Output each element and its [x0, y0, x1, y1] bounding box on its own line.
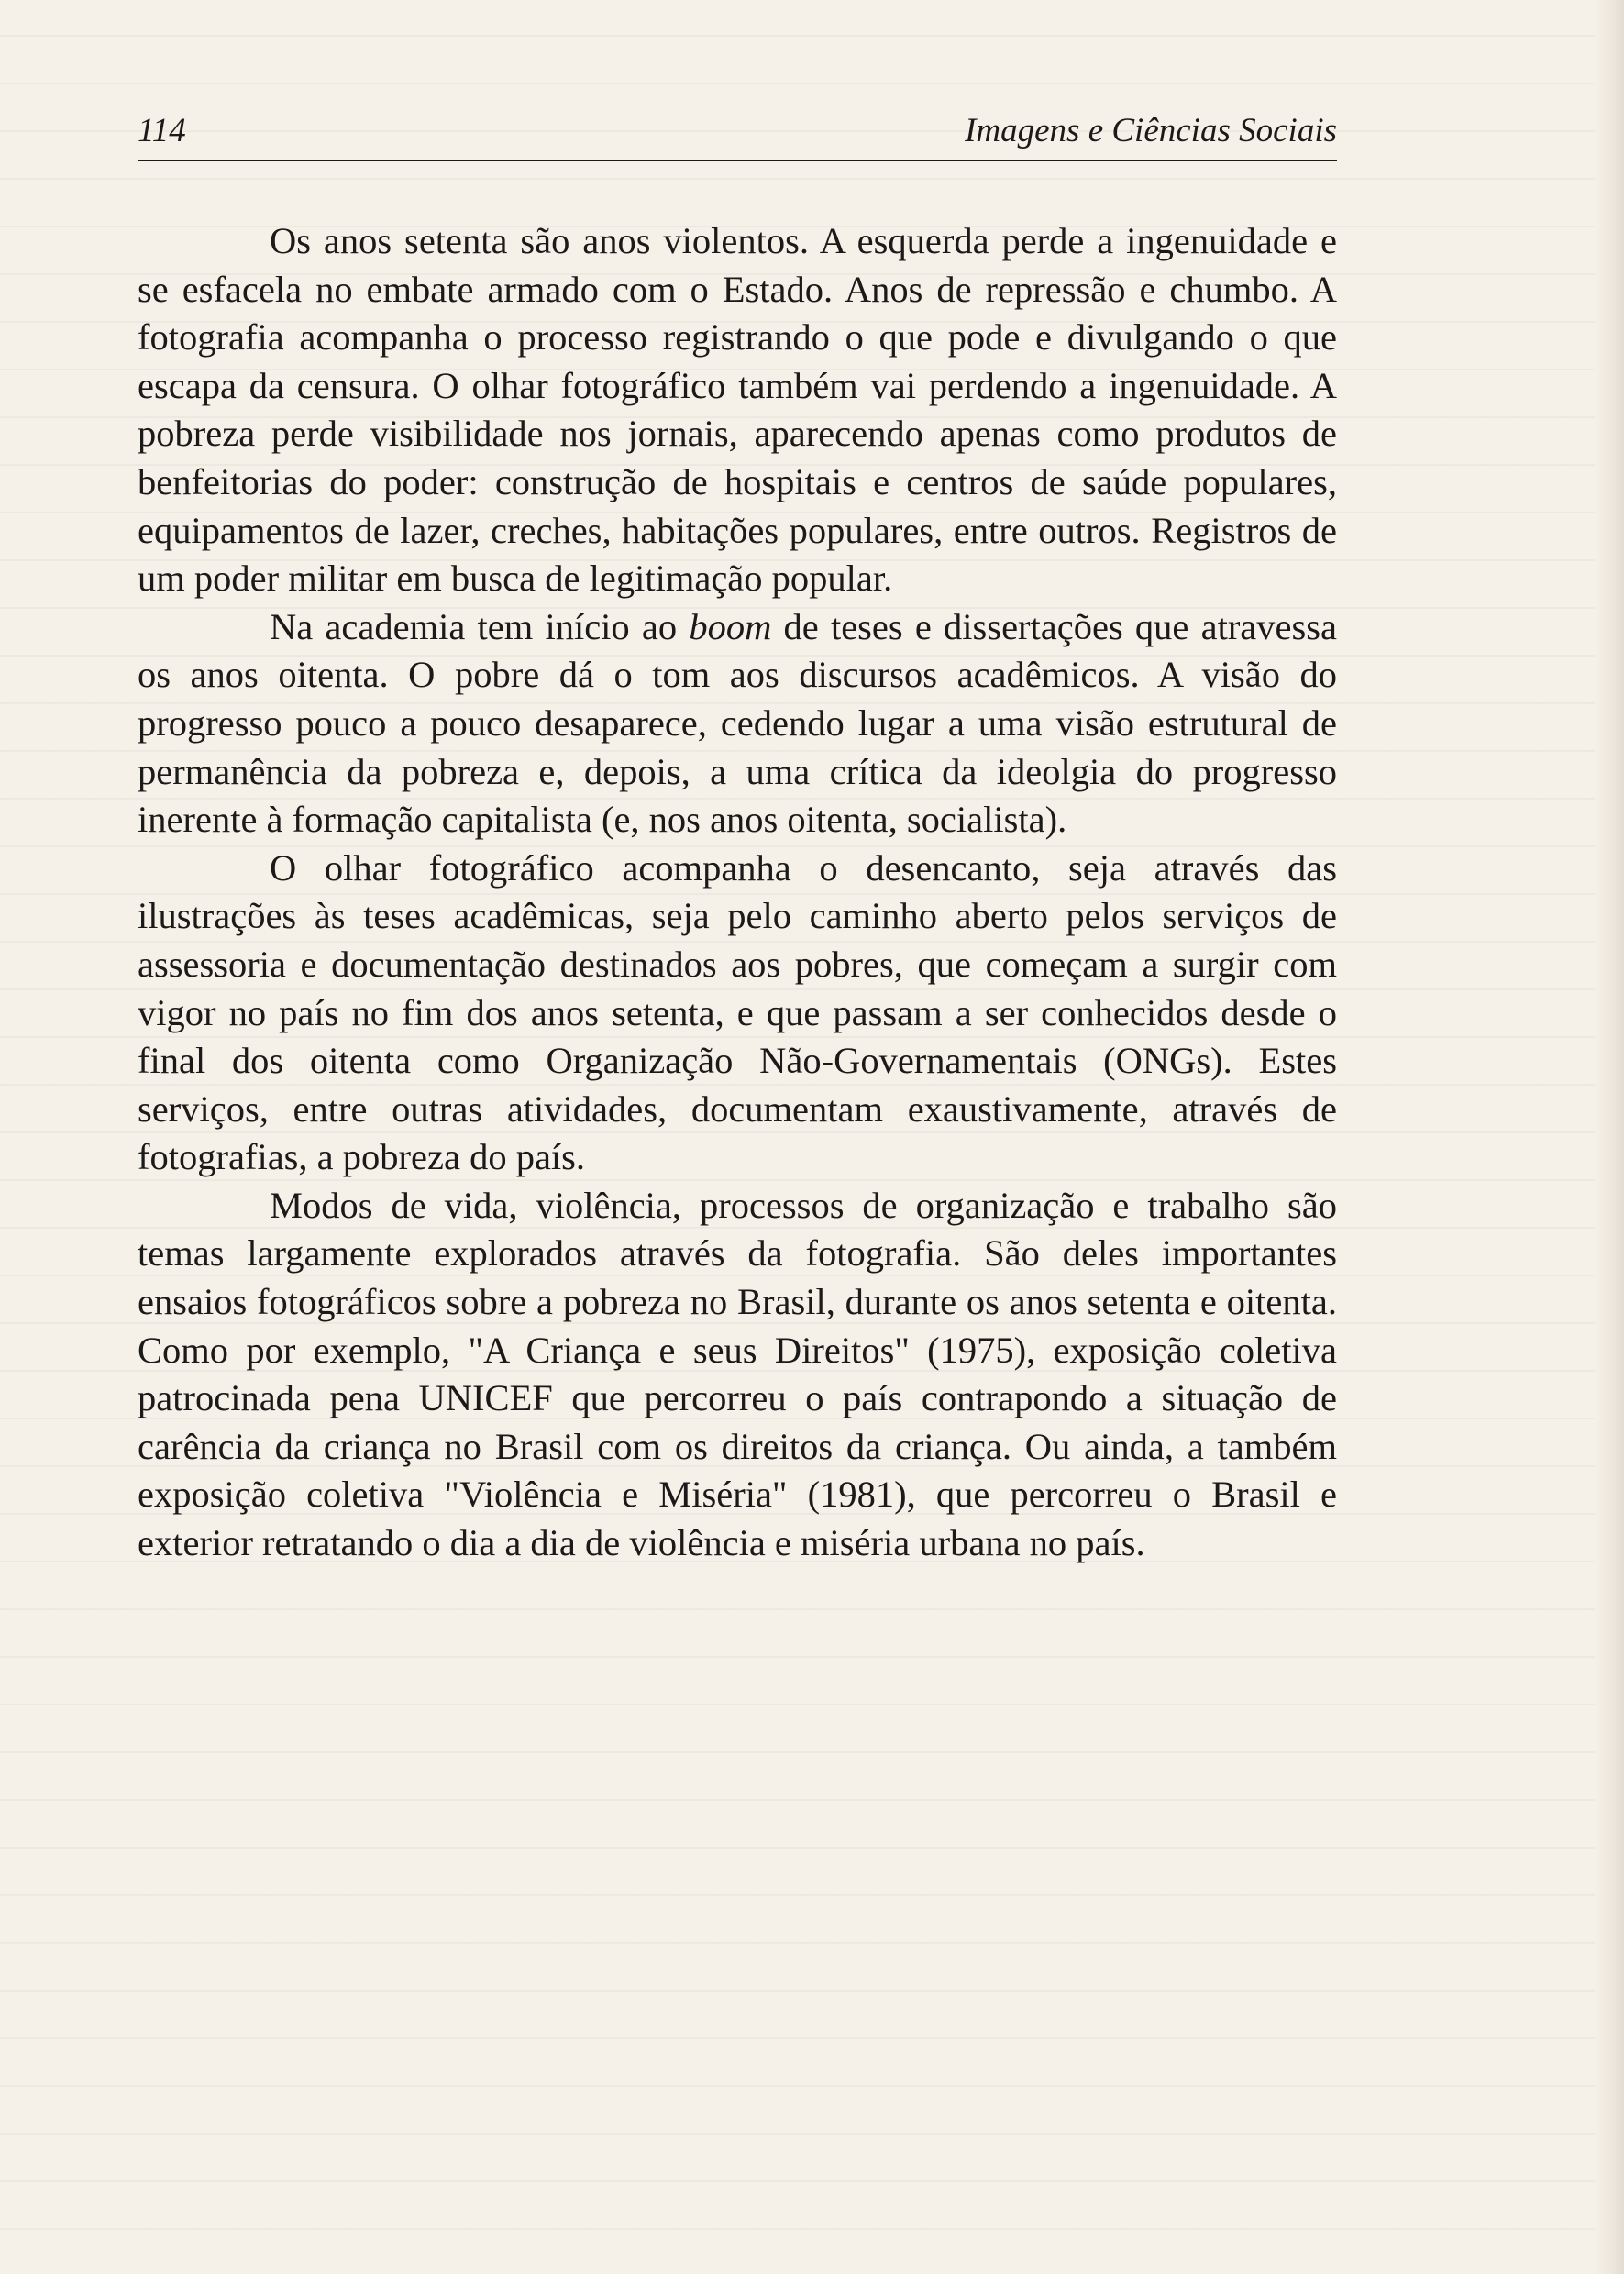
body-text — [138, 217, 1337, 1568]
paragraph-2-emphasis: boom — [689, 605, 772, 647]
paragraph-2 — [138, 603, 1337, 844]
paragraph-2-text-after: de teses e dissertações que atravessa os anos oitenta. O pobre dá o tom aos discursos acadêmicos. A visão do progresso pouco a pouco desaparece, cedendo lugar a uma visão estrutural de permanência da pobreza e, depois, a uma crítica da ideolgia do progresso inerente à formação capitalista (e, nos anos oitenta, socialista). — [138, 605, 1338, 841]
paragraph-1: Os anos setenta são anos violentos. A esquerda perde a ingenuidade e se esfacela no embate armado com o Estado. Anos de repressão e chumbo. A fotografia acompanha o processo registrando o que pode e divulgando o que escapa da censura. O olhar fotográfico também vai perdendo a ingenuidade. A pobreza perde visibilidade nos jornais, aparecendo apenas como produtos de benfeitorias do poder: construção de hospitais e centros de saúde populares, equipamentos de lazer, creches, habitações populares, entre outros. Registros de um poder militar em busca de legitimação popular. — [138, 220, 1337, 600]
page-header — [138, 108, 1337, 161]
page-edge — [1595, 0, 1624, 2274]
paragraph-4: Modos de vida, violência, processos de organização e trabalho são temas largamente explorados através da fotografia. São deles importantes ensaios fotográficos sobre a pobreza no Brasil, durante os anos setenta e oitenta. Como por exemplo, "A Criança e seus Direitos" (1975), exposição coletiva patrocinada pena UNICEF que percorreu o país contrapondo a situação de carência da criança no Brasil com os direitos da criança. Ou ainda, a também exposição coletiva "Violência e Miséria" (1981), que percorreu o Brasil e exterior retratando o dia a dia de violência e miséria urbana no país. — [138, 1184, 1337, 1564]
paragraph-2-text-before: Na academia tem início ao — [270, 605, 690, 647]
paragraph-3: O olhar fotográfico acompanha o desencanto, seja através das ilustrações às teses acadêmicas, seja pelo caminho aberto pelos serviços de assessoria e documentação destinados aos pobres, que começam a surgir com vigor no país no fim dos anos setenta, e que passam a ser conhecidos desde o final dos oitenta como Organização Não-Governamentais (ONGs). Estes serviços, entre outras atividades, documentam exaustivamente, através de fotografias, a pobreza do país. — [138, 846, 1337, 1178]
page-number: 114 — [138, 112, 186, 149]
running-head: Imagens e Ciências Sociais — [965, 112, 1337, 149]
